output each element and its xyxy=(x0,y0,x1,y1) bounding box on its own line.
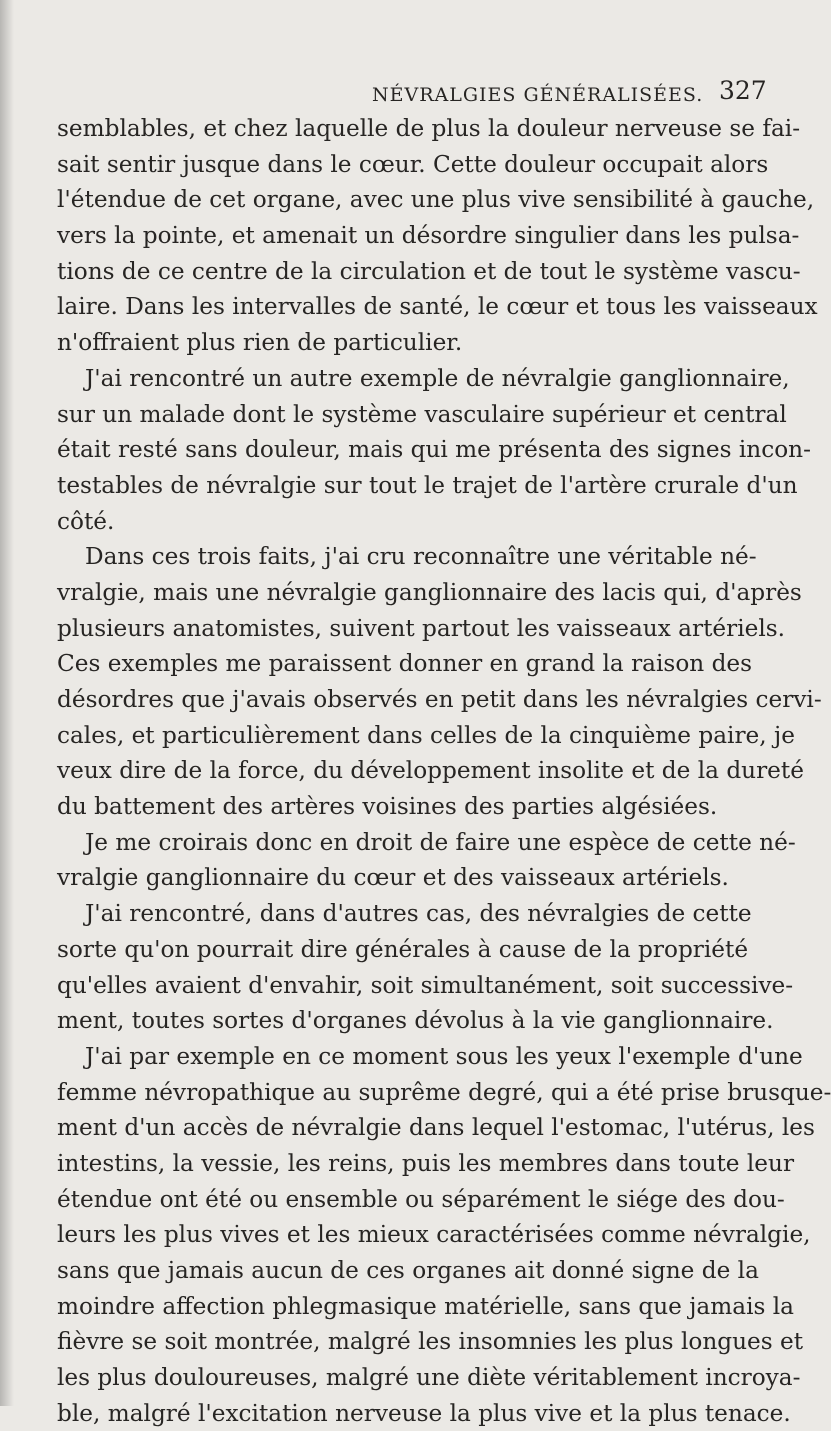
text-line: étendue ont été ou ensemble ou séparément le siége des dou- xyxy=(57,1185,785,1213)
text-line: l'étendue de cet organe, avec une plus vive sensibilité à gauche, xyxy=(57,186,815,214)
text-line: tions de ce centre de la circulation et de tout le système vascu- xyxy=(57,257,801,285)
text-line: plusieurs anatomistes, suivent partout les vaisseaux artériels. xyxy=(57,614,786,642)
text-line: ble, malgré l'excitation nerveuse la plus vive et la plus tenace. xyxy=(57,1399,791,1427)
running-head: NÉVRALGIES GÉNÉRALISÉES. xyxy=(372,84,704,106)
text-line: côté. xyxy=(57,507,115,535)
text-line: fièvre se soit montrée, malgré les insomnies les plus longues et xyxy=(57,1328,804,1356)
text-line: sait sentir jusque dans le cœur. Cette douleur occupait alors xyxy=(57,150,769,178)
text-line: sorte qu'on pourrait dire générales à cause de la propriété xyxy=(57,935,749,963)
text-line: cales, et particulièrement dans celles de la cinquième paire, je xyxy=(57,721,795,749)
text-line: était resté sans douleur, mais qui me présenta des signes incon- xyxy=(57,436,811,464)
body-text xyxy=(57,111,831,1431)
page-number: 327 xyxy=(719,76,767,105)
text-line: sans que jamais aucun de ces organes ait donné signe de la xyxy=(57,1257,759,1284)
text-line: qu'elles avaient d'envahir, soit simultanément, soit successive- xyxy=(57,971,794,999)
text-line: sur un malade dont le système vasculaire supérieur et central xyxy=(57,400,787,428)
text-line: testables de névralgie sur tout le trajet de l'artère crurale d'un xyxy=(57,471,798,499)
text-line: ment, toutes sortes d'organes dévolus à la vie ganglionnaire. xyxy=(57,1007,774,1035)
text-line: J'ai rencontré, dans d'autres cas, des névralgies de cette xyxy=(85,900,752,928)
text-line: laire. Dans les intervalles de santé, le cœur et tous les vaisseaux xyxy=(57,293,818,321)
text-line: les plus douloureuses, malgré une diète véritablement incroya- xyxy=(57,1364,801,1392)
text-line: femme névropathique au suprême degré, qui a été prise brusque- xyxy=(57,1078,831,1106)
text-line: ment d'un accès de névralgie dans lequel l'estomac, l'utérus, les xyxy=(57,1114,815,1142)
text-line: J'ai rencontré un autre exemple de névralgie ganglionnaire, xyxy=(85,364,790,392)
text-line: vralgie, mais une névralgie ganglionnaire des lacis qui, d'après xyxy=(57,578,802,606)
text-line: J'ai par exemple en ce moment sous les yeux l'exemple d'une xyxy=(85,1042,803,1070)
text-line: vers la pointe, et amenait un désordre singulier dans les pulsa- xyxy=(57,222,800,250)
text-line: intestins, la vessie, les reins, puis les membres dans toute leur xyxy=(57,1149,795,1177)
text-line: du battement des artères voisines des parties algésiées. xyxy=(57,793,718,821)
text-line: Ces exemples me paraissent donner en grand la raison des xyxy=(57,650,753,678)
text-line: désordres que j'avais observés en petit dans les névralgies cervi- xyxy=(57,686,822,713)
text-line: veux dire de la force, du développement insolite et de la dureté xyxy=(57,757,804,785)
text-line: semblables, et chez laquelle de plus la douleur nerveuse se fai- xyxy=(57,115,801,142)
text-line: n'offraient plus rien de particulier. xyxy=(57,329,463,357)
text-line: leurs les plus vives et les mieux caractérisées comme névralgie, xyxy=(57,1221,811,1249)
text-line: vralgie ganglionnaire du cœur et des vaisseaux artériels. xyxy=(57,864,729,892)
text-line: moindre affection phlegmasique matérielle, sans que jamais la xyxy=(57,1292,794,1320)
text-line: Je me croirais donc en droit de faire une espèce de cette né- xyxy=(85,828,796,856)
text-line: Dans ces trois faits, j'ai cru reconnaître une véritable né- xyxy=(85,543,757,571)
